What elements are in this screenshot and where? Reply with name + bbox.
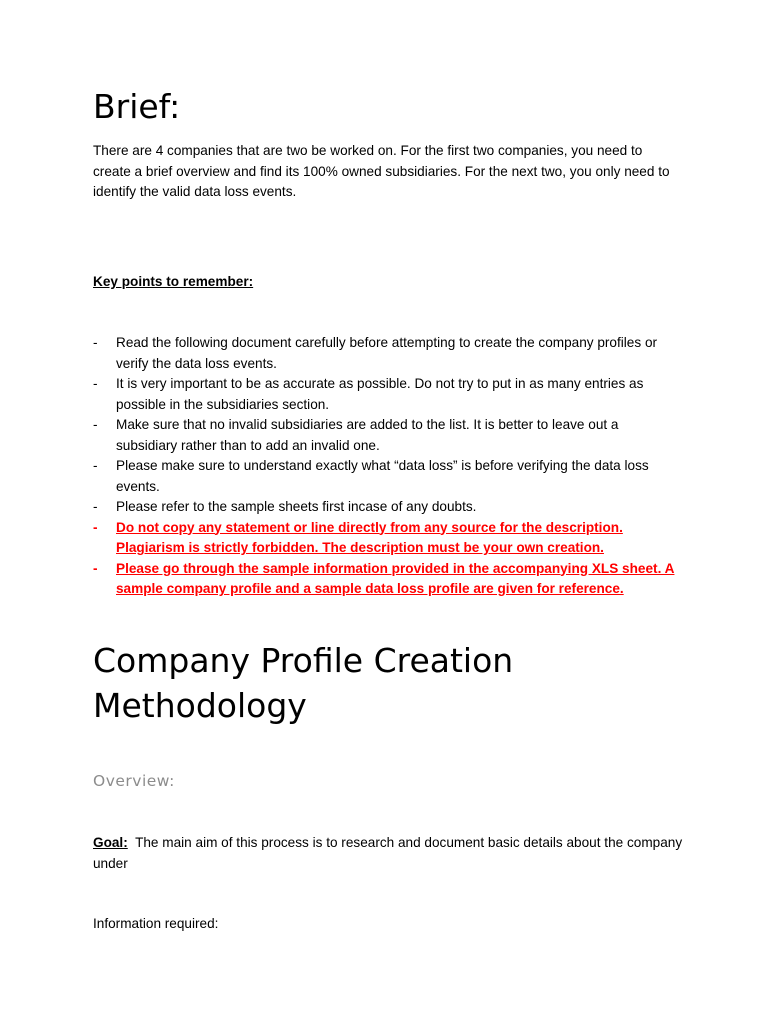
list-item — [93, 415, 683, 456]
bullet-dash: - — [93, 376, 98, 391]
list-item — [93, 333, 683, 374]
bullet-dash: - — [93, 560, 98, 576]
goal-text: The main aim of this process is to research and document basic details about the company under — [93, 835, 683, 871]
list-item — [93, 456, 683, 497]
list-item-text: Make sure that no invalid subsidiaries are added to the list. It is better to leave out a subsidiary rather than to add an invalid one. — [116, 417, 619, 453]
overview-heading: Overview: — [93, 772, 175, 790]
bullet-dash: - — [93, 458, 98, 473]
brief-paragraph: There are 4 companies that are two be worked on. For the first two companies, you need to create a brief overview and find its 100% owned subsidiaries. For the next two, you only need to identify the valid data loss events. — [93, 143, 670, 199]
information-required-text: Information required: — [93, 916, 219, 931]
list-item-text: Please make sure to understand exactly what “data loss” is before verifying the data loss events. — [116, 458, 649, 494]
list-item-text: Read the following document carefully before attempting to create the company profiles or verify the data loss events. — [116, 335, 658, 371]
brief-heading: Brief: — [93, 87, 181, 126]
list-item-text: Please refer to the sample sheets first incase of any doubts. — [116, 499, 477, 514]
list-item-warning — [93, 559, 683, 600]
methodology-heading: Company Profile Creation Methodology — [93, 641, 514, 725]
key-points-list — [93, 333, 683, 600]
bullet-dash: - — [93, 499, 98, 514]
list-item-warning — [93, 518, 683, 559]
list-item-text: Please go through the sample information provided in the accompanying XLS sheet. A sample company profile and a sample data loss profile are given for reference. — [116, 560, 675, 596]
key-points-heading: Key points to remember: — [93, 274, 254, 289]
list-item — [93, 497, 683, 518]
list-item-text: Do not copy any statement or line directly from any source for the description. Plagiarism is strictly forbidden. The description must be your own creation. — [116, 519, 623, 555]
bullet-dash: - — [93, 519, 98, 535]
bullet-dash: - — [93, 417, 98, 432]
bullet-dash: - — [93, 335, 98, 350]
list-item-text: It is very important to be as accurate as possible. Do not try to put in as many entries as possible in the subsidiaries section. — [116, 376, 644, 412]
list-item — [93, 374, 683, 415]
goal-label: Goal: — [93, 835, 128, 850]
goal-paragraph — [93, 833, 683, 874]
